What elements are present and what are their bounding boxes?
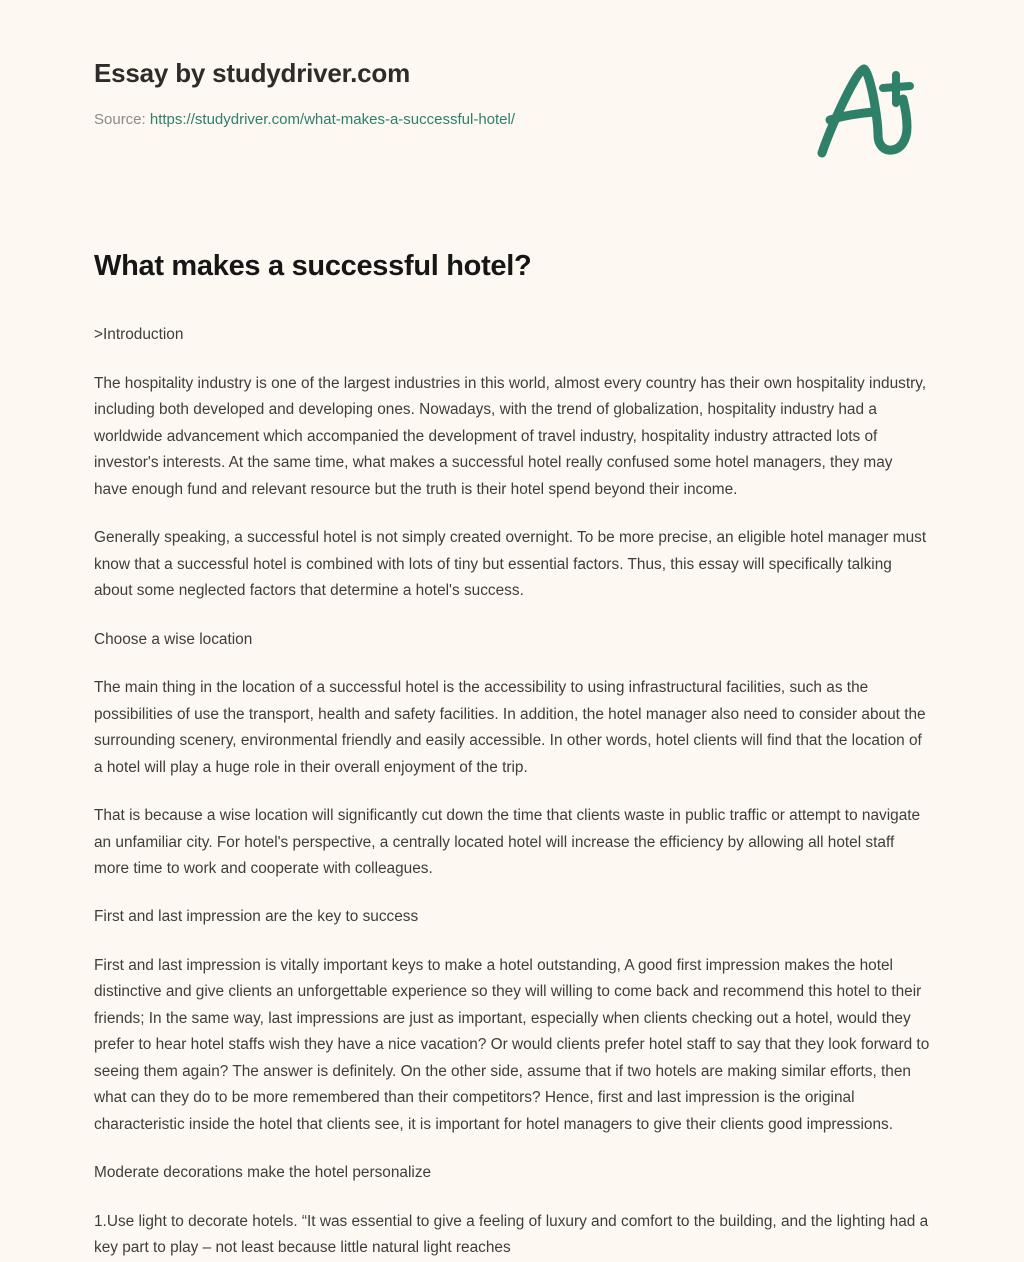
source-line: [94, 109, 515, 130]
source-label: Source:: [94, 111, 146, 129]
page-title: What makes a successful hotel?: [94, 250, 532, 282]
document-body: [0, 248, 1024, 1262]
section-heading-location: Choose a wise location: [94, 630, 253, 648]
essay-byline: Essay by studydriver.com: [94, 58, 411, 88]
paragraph-intro-2: Generally speaking, a successful hotel is not simply created overnight. To be more precise, an eligible hotel manager must know that a successful hotel is combined with lots of tiny but essential factors. Thus, this essay will specifically talking about some neglected factors that determine a hotel's success.: [94, 529, 927, 600]
paragraph-location-2: That is because a wise location will significantly cut down the time that clients waste in public traffic or attempt to navigate an unfamiliar city. For hotel's perspective, a centrally located hotel will increase the efficiency by allowing all hotel staff more time to work and cooperate with colleagues.: [94, 807, 921, 877]
a-plus-logo: [804, 54, 924, 164]
paragraph-intro-1: The hospitality industry is one of the largest industries in this world, almost every country has their own hospitality industry, including both developed and developing ones. Nowadays, with the trend of globalization, hospitality industry had a worldwide advancement which accompanied the development of travel industry, hospitality industry attracted lots of investor's interests. At the same time, what makes a successful hotel really confused some hotel managers, they may have enough fund and relevant resource but the truth is their hotel spend beyond their income.: [94, 374, 927, 498]
section-heading-decorations: Moderate decorations make the hotel personalize: [94, 1164, 432, 1182]
section-heading-impression: First and last impression are the key to success: [94, 908, 419, 926]
intro-marker: >Introduction: [94, 326, 184, 344]
a-plus-logo-icon: [808, 57, 920, 161]
paragraph-location-1: The main thing in the location of a successful hotel is the accessibility to using infrastructural facilities, such as the possibilities of use the transport, health and safety facilities. In addition, the hotel manager also need to consider about the surrounding scenery, environmental friendly and easily accessible. In other words, hotel clients will find that the location of a hotel will play a huge role in their overall enjoyment of the trip.: [94, 679, 926, 776]
paragraph-decorations-1: 1.Use light to decorate hotels. “It was essential to give a feeling of luxury and comfort to the building, and the lighting had a key part to play – not least because little natural light reaches: [94, 1212, 929, 1257]
header-text-group: [94, 58, 515, 130]
source-url-link[interactable]: https://studydriver.com/what-makes-a-successful-hotel/: [149, 111, 516, 129]
paragraph-impression-1: First and last impression is vitally important keys to make a hotel outstanding, A good first impression makes the hotel distinctive and give clients an unforgettable experience so they will willing to come back and recommend this hotel to their friends; In the same way, last impressions are just as important, especially when clients checking out a hotel, would they prefer to hear hotel staffs wish they have a nice vacation? Or would clients prefer hotel staff to say that they look forward to seeing them again? The answer is definitely. On the other side, assume that if two hotels are making similar efforts, then what can they do to be more remembered than their competitors? Hence, first and last impression is the original characteristic inside the hotel that clients see, it is important for hotel managers to give their clients good impressions.: [94, 956, 930, 1133]
page-header: [0, 0, 1024, 164]
